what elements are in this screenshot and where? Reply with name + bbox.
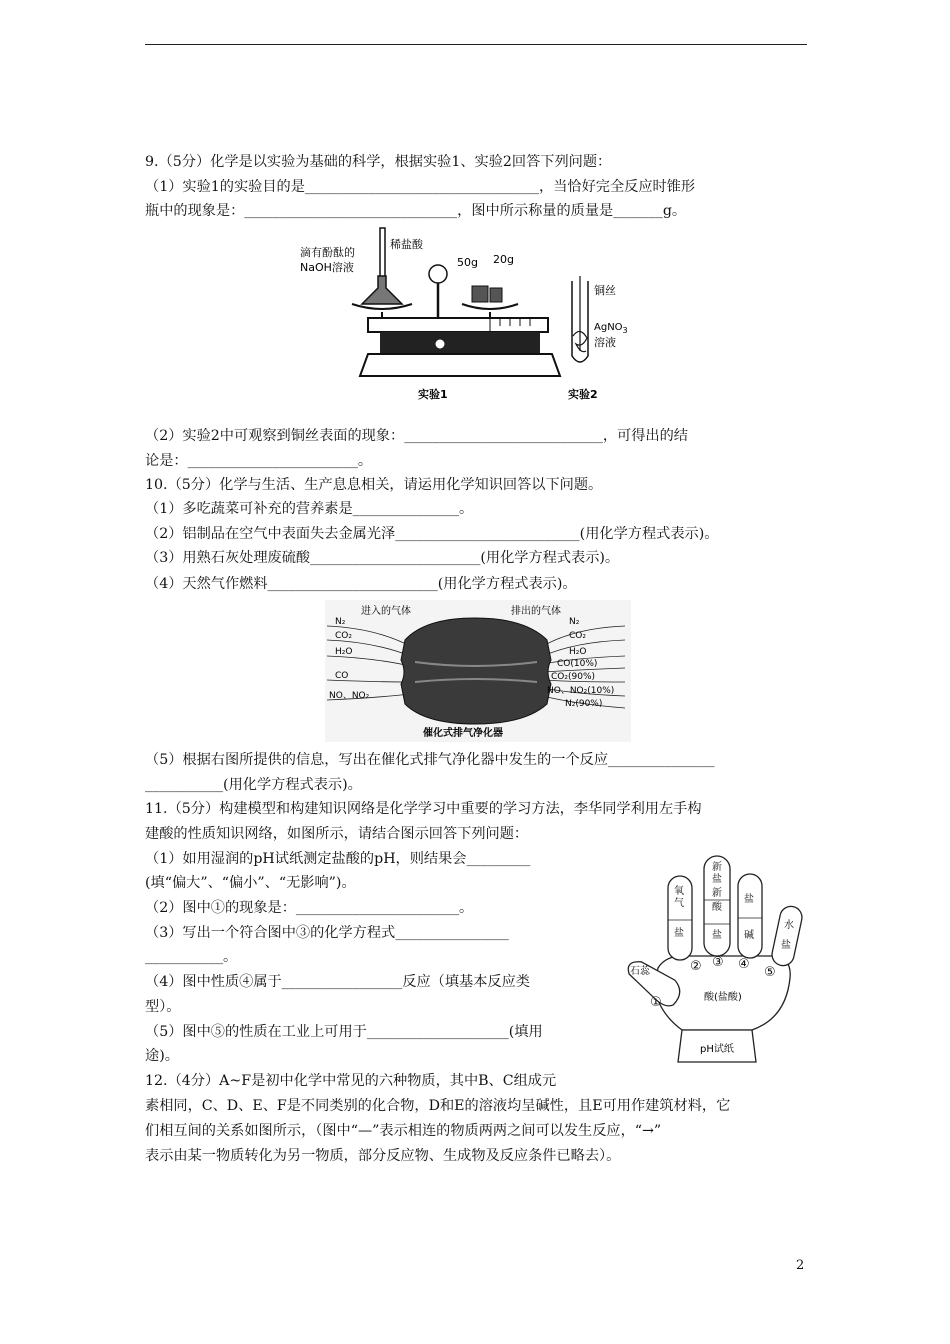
weight-50g: 50g bbox=[457, 256, 478, 269]
flask-label-2: NaOH溶液 bbox=[300, 261, 354, 274]
q11-part3: （3）写出一个符合图中③的化学方程式________________ bbox=[145, 925, 509, 941]
q11-part2: （2）图中①的现象是：_______________________。 bbox=[145, 900, 474, 916]
q10-part2: （2）铝制品在空气中表面失去金属光泽__________________________(用化学方程式表示)。 bbox=[145, 526, 719, 542]
solution-label: 溶液 bbox=[594, 336, 616, 349]
finger-oxygen-1: 氧 bbox=[674, 886, 684, 897]
finger-oxygen-2: 气 bbox=[674, 898, 684, 909]
in-gas-nox: NO、NO₂ bbox=[329, 691, 370, 701]
in-gas-co2: CO₂ bbox=[335, 631, 352, 641]
q10-part5-cont: ___________(用化学方程式表示)。 bbox=[145, 777, 362, 793]
q9-part2: （2）实验2中可观察到铜丝表面的现象：____________________________，可得出的结 bbox=[145, 428, 688, 444]
finger-pinky-salt: 盐 bbox=[781, 940, 791, 951]
out-gas-nox-10: NO、NO₂(10%) bbox=[547, 686, 615, 696]
acid-label: 稀盐酸 bbox=[390, 238, 423, 251]
q12-body-3: 表示由某一物质转化为另一物质，部分反应物、生成物及反应条件已略去）。 bbox=[145, 1148, 621, 1164]
q11-part4: （4）图中性质④属于_________________反应（填基本反应类 bbox=[145, 974, 530, 990]
q11-part1: （1）如用湿润的pH试纸测定盐酸的pH，则结果会_________ bbox=[145, 851, 531, 867]
copper-wire-label: 铜丝 bbox=[594, 284, 616, 297]
out-gas-co2-90: CO₂(90%) bbox=[551, 672, 596, 682]
finger-middle-salt: 盐 bbox=[712, 930, 722, 941]
out-gas-co2: CO₂ bbox=[569, 631, 586, 641]
q9-title: 9.（5分）化学是以实验为基础的科学，根据实验1、实验2回答下列问题： bbox=[145, 154, 612, 170]
q9-part1-cont: 瓶中的现象是：______________________________，图中所示称量的质量是_______g。 bbox=[145, 203, 687, 219]
marker-4: ④ bbox=[738, 957, 750, 972]
q10-part1: （1）多吃蔬菜可补充的营养素是_______________。 bbox=[145, 501, 474, 517]
finger-ring-base: 碱 bbox=[744, 930, 754, 941]
q11-title: 11.（5分）构建模型和构建知识网络是化学学习中重要的学习方法，李华同学利用左手构 bbox=[145, 801, 702, 817]
header-rule bbox=[145, 44, 807, 45]
finger-middle-2: 盐 bbox=[712, 874, 722, 885]
out-gases-title: 排出的气体 bbox=[511, 606, 561, 617]
out-gas-n2: N₂ bbox=[569, 617, 580, 627]
wrist-label: pH试纸 bbox=[700, 1044, 734, 1055]
marker-1: ① bbox=[650, 995, 662, 1010]
out-gas-n2-90: N₂(90%) bbox=[565, 699, 603, 709]
q12-title: 12.（4分）A~F是初中化学中常见的六种物质，其中B、C组成元 bbox=[145, 1073, 557, 1089]
out-gas-co-10: CO(10%) bbox=[557, 659, 598, 669]
marker-3: ③ bbox=[712, 955, 724, 970]
q11-part1-cont: (填“偏大”、“偏小”、“无影响”)。 bbox=[145, 875, 356, 891]
q11-part5: （5）图中⑤的性质在工业上可用于____________________(填用 bbox=[145, 1024, 543, 1040]
q11-part3-cont: ___________。 bbox=[145, 949, 238, 965]
finger-middle-4: 酸 bbox=[712, 902, 722, 913]
converter-caption: 催化式排气净化器 bbox=[423, 728, 503, 739]
q9-part2-cont: 论是：________________________。 bbox=[145, 453, 373, 469]
finger-middle-1: 新 bbox=[712, 862, 722, 873]
page-number: 2 bbox=[796, 1258, 805, 1273]
q11-part4-cont: 型）。 bbox=[145, 999, 181, 1015]
in-gas-co: CO bbox=[335, 671, 349, 681]
hand-diagram-figure bbox=[624, 848, 810, 1070]
q12-body-2: 们相互间的关系如图所示，（图中“—”表示相连的物质两两之间可以发生反应，“→” bbox=[145, 1123, 662, 1139]
in-gas-n2: N₂ bbox=[335, 617, 346, 627]
experiment1-caption: 实验1 bbox=[418, 388, 448, 401]
in-gases-title: 进入的气体 bbox=[361, 606, 411, 617]
q9-part1: （1）实验1的实验目的是_________________________________，当恰好完全反应时锥形 bbox=[145, 179, 696, 195]
q10-title: 10.（5分）化学与生活、生产息息相关，请运用化学知识回答以下问题。 bbox=[145, 477, 603, 493]
q10-part3: （3）用熟石灰处理废硫酸________________________(用化学方程式表示)。 bbox=[145, 550, 620, 566]
in-gas-h2o: H₂O bbox=[335, 647, 353, 657]
finger-ring-salt: 盐 bbox=[744, 894, 754, 905]
palm-label: 酸(盐酸) bbox=[704, 992, 742, 1003]
catalytic-converter-figure bbox=[325, 600, 631, 742]
experiment2-caption: 实验2 bbox=[568, 388, 598, 401]
finger-litmus: 石蕊 bbox=[630, 966, 650, 977]
finger-index-salt: 盐 bbox=[674, 928, 684, 939]
agno3-label: AgNO$_3$ bbox=[594, 322, 628, 335]
marker-2: ② bbox=[690, 959, 702, 974]
q10-part5: （5）根据右图所提供的信息，写出在催化式排气净化器中发生的一个反应_______________ bbox=[145, 752, 715, 768]
q12-body-1: 素相同，C、D、E、F是不同类别的化合物，D和E的溶液均呈碱性，且E可用作建筑材料，它 bbox=[145, 1098, 731, 1114]
finger-pinky-water: 水 bbox=[784, 920, 794, 931]
out-gas-h2o: H₂O bbox=[569, 647, 587, 657]
q11-part5-cont: 途)。 bbox=[145, 1048, 179, 1064]
flask-label: 滴有酚酞的 bbox=[300, 246, 355, 259]
q11-title-cont: 建酸的性质知识网络，如图所示，请结合图示回答下列问题： bbox=[145, 826, 529, 842]
weight-20g: 20g bbox=[493, 253, 514, 266]
marker-5: ⑤ bbox=[764, 965, 776, 980]
q10-part4: （4）天然气作燃料________________________(用化学方程式表示)。 bbox=[145, 576, 577, 592]
finger-middle-3: 新 bbox=[712, 888, 722, 899]
experiment-figure bbox=[290, 226, 628, 406]
